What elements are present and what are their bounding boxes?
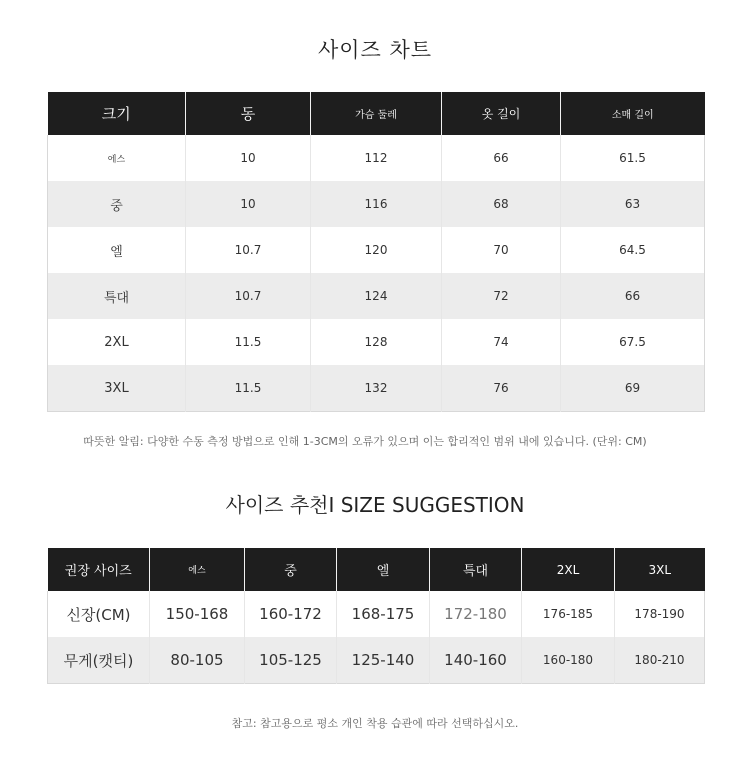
table-cell: 112 — [311, 135, 442, 181]
header-sleeve: 소매 길이 — [561, 92, 705, 135]
table-cell: 125-140 — [337, 637, 430, 684]
table-cell: 69 — [561, 365, 705, 412]
table-cell: 74 — [442, 319, 561, 365]
table-row — [48, 637, 705, 684]
table-row — [48, 365, 705, 412]
table-row — [48, 227, 705, 273]
table-cell: 10.7 — [186, 273, 311, 319]
table-cell: 176-185 — [522, 591, 615, 637]
header-size-2xl: 2XL — [522, 548, 615, 591]
table-cell: 11.5 — [186, 365, 311, 412]
table-cell: 10 — [186, 181, 311, 227]
table-cell: 124 — [311, 273, 442, 319]
table-cell: 120 — [311, 227, 442, 273]
header-length: 옷 길이 — [442, 92, 561, 135]
table-cell: 160-172 — [245, 591, 337, 637]
table-cell: 132 — [311, 365, 442, 412]
size-chart-title: 사이즈 차트 — [317, 38, 433, 62]
row-label: 중 — [48, 181, 186, 227]
header-size-3xl: 3XL — [615, 548, 705, 591]
suggestion-header-row — [48, 548, 705, 591]
table-cell: 150-168 — [150, 591, 245, 637]
size-chart-table — [47, 92, 705, 412]
row-label: 2XL — [48, 319, 186, 365]
table-cell: 66 — [561, 273, 705, 319]
row-label: 3XL — [48, 365, 186, 412]
table-cell: 178-190 — [615, 591, 705, 637]
size-chart-header-row — [48, 92, 705, 135]
row-label: 엘 — [48, 227, 186, 273]
table-cell: 68 — [442, 181, 561, 227]
table-cell: 72 — [442, 273, 561, 319]
table-cell: 67.5 — [561, 319, 705, 365]
header-size-s: 에스 — [150, 548, 245, 591]
table-cell: 11.5 — [186, 319, 311, 365]
table-cell: 61.5 — [561, 135, 705, 181]
table-cell: 70 — [442, 227, 561, 273]
table-cell: 180-210 — [615, 637, 705, 684]
table-cell: 10 — [186, 135, 311, 181]
header-shoulder: 동 — [186, 92, 311, 135]
header-size-m: 중 — [245, 548, 337, 591]
header-chest: 가슴 둘레 — [311, 92, 442, 135]
measurement-note: 따뜻한 알림: 다양한 수동 측정 방법으로 인해 1-3CM의 오류가 있으며 이는 합리적인 범위 내에 있습니다. (단위: CM) — [83, 435, 647, 448]
table-row — [48, 181, 705, 227]
header-size-l: 엘 — [337, 548, 430, 591]
row-label: 에스 — [48, 135, 186, 181]
size-suggestion-table — [47, 548, 705, 684]
table-cell: 105-125 — [245, 637, 337, 684]
table-cell: 168-175 — [337, 591, 430, 637]
table-cell: 80-105 — [150, 637, 245, 684]
table-row — [48, 273, 705, 319]
table-cell: 64.5 — [561, 227, 705, 273]
table-cell: 116 — [311, 181, 442, 227]
table-cell: 160-180 — [522, 637, 615, 684]
header-recommended-size: 권장 사이즈 — [48, 548, 150, 591]
row-label: 무게(캣티) — [48, 637, 150, 684]
table-row — [48, 319, 705, 365]
table-cell: 63 — [561, 181, 705, 227]
table-cell: 172-180 — [430, 591, 522, 637]
table-cell: 66 — [442, 135, 561, 181]
table-cell: 140-160 — [430, 637, 522, 684]
table-cell: 10.7 — [186, 227, 311, 273]
table-row — [48, 135, 705, 181]
header-size-xl: 특대 — [430, 548, 522, 591]
table-cell: 128 — [311, 319, 442, 365]
reference-note: 참고: 참고용으로 평소 개인 착용 습관에 따라 선택하십시오. — [231, 717, 519, 730]
header-size: 크기 — [48, 92, 186, 135]
table-row — [48, 591, 705, 637]
size-suggestion-title: 사이즈 추천I SIZE SUGGESTION — [225, 493, 525, 517]
table-cell: 76 — [442, 365, 561, 412]
row-label: 특대 — [48, 273, 186, 319]
row-label: 신장(CM) — [48, 591, 150, 637]
